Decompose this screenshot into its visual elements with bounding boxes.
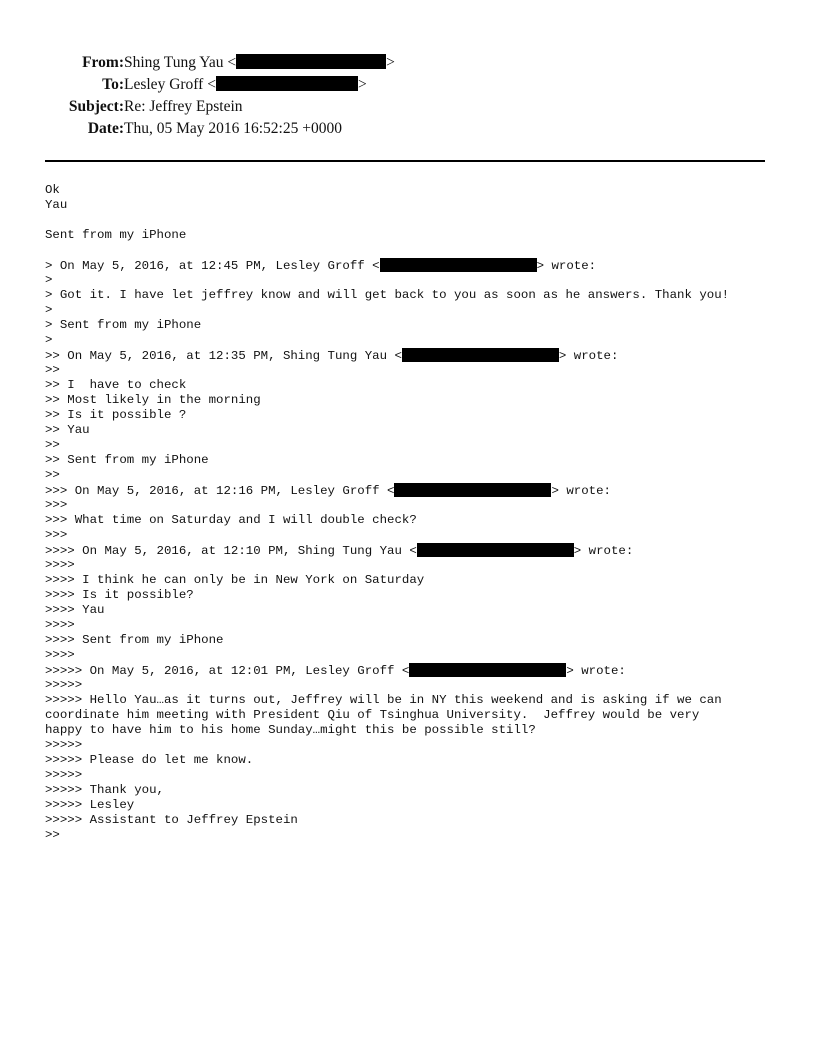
attribution-text: > On May 5, 2016, at 12:45 PM, Lesley Groff < — [45, 259, 380, 273]
quote-attribution — [45, 483, 775, 498]
body-line: >> Sent from my iPhone — [45, 453, 209, 467]
body-line: >> — [45, 468, 60, 482]
date-label: Date: — [87, 120, 124, 137]
redaction-bar — [216, 76, 358, 91]
attribution-text: >>>> On May 5, 2016, at 12:10 PM, Shing Tung Yau < — [45, 544, 417, 558]
body-line: >>>> Sent from my iPhone — [45, 633, 224, 647]
body-line: >> — [45, 438, 60, 452]
attribution-suffix: > wrote: — [573, 544, 634, 558]
body-line: > — [45, 333, 53, 347]
attribution-suffix: > wrote: — [558, 349, 619, 363]
attribution-suffix: > wrote: — [536, 259, 597, 273]
body-line: >> — [45, 363, 60, 377]
body-line: >>>>> Assistant to Jeffrey Epstein — [45, 813, 298, 827]
date-value: Thu, 05 May 2016 16:52:25 +0000 — [124, 120, 342, 137]
body-line: >>>>> — [45, 768, 83, 782]
body-line: >>> — [45, 498, 68, 512]
header-subject-row — [0, 96, 816, 118]
body-line: >>>> — [45, 558, 75, 572]
from-label: From: — [82, 54, 124, 71]
body-line: >> — [45, 828, 60, 842]
attribution-text: >> On May 5, 2016, at 12:35 PM, Shing Tung Yau < — [45, 349, 402, 363]
email-header — [0, 52, 816, 140]
redaction-bar — [380, 258, 537, 272]
body-line: >> I have to check — [45, 378, 187, 392]
redaction-bar — [394, 483, 551, 497]
from-value — [124, 52, 395, 74]
blank-line — [45, 243, 775, 258]
body-line: > — [45, 303, 53, 317]
body-line: happy to have him to his home Sunday…might this be possible still? — [45, 723, 536, 737]
header-date-row — [0, 118, 816, 140]
to-name: Lesley Groff < — [124, 76, 216, 93]
quote-attribution — [45, 258, 775, 273]
quote-attribution — [45, 543, 775, 558]
to-close: > — [357, 76, 367, 93]
body-line: >>>>> Lesley — [45, 798, 135, 812]
body-line: >>> What time on Saturday and I will double check? — [45, 513, 417, 527]
to-label: To: — [102, 76, 124, 93]
header-from-row — [0, 52, 816, 74]
body-line: coordinate him meeting with President Qiu of Tsinghua University. Jeffrey would be very — [45, 708, 700, 722]
subject-value: Re: Jeffrey Epstein — [124, 98, 243, 115]
body-line: >>>>> — [45, 738, 83, 752]
body-line: > — [45, 273, 53, 287]
body-line: >>>>> Please do let me know. — [45, 753, 254, 767]
attribution-text: >>> On May 5, 2016, at 12:16 PM, Lesley Groff < — [45, 484, 395, 498]
body-line: >>>> — [45, 618, 75, 632]
header-to-row — [0, 74, 816, 96]
body-line: >> Is it possible ? — [45, 408, 187, 422]
body-line: Ok — [45, 183, 60, 197]
body-line: >> Most likely in the morning — [45, 393, 261, 407]
attribution-text: >>>>> On May 5, 2016, at 12:01 PM, Lesley Groff < — [45, 664, 410, 678]
body-line: > Got it. I have let jeffrey know and will get back to you as soon as he answers. Thank you! — [45, 288, 730, 302]
email-body — [45, 183, 775, 843]
body-line: >>>> Is it possible? — [45, 588, 194, 602]
quote-attribution — [45, 663, 775, 678]
body-line: >> Yau — [45, 423, 90, 437]
body-line: >>>>> Hello Yau…as it turns out, Jeffrey will be in NY this weekend and is asking if we can — [45, 693, 722, 707]
body-line: >>>> Yau — [45, 603, 105, 617]
body-line: > Sent from my iPhone — [45, 318, 202, 332]
body-line: >>>> I think he can only be in New York on Saturday — [45, 573, 425, 587]
body-line: >>> — [45, 528, 68, 542]
redaction-bar — [236, 54, 386, 69]
blank-line — [45, 213, 775, 228]
from-name: Shing Tung Yau < — [124, 54, 237, 71]
from-close: > — [386, 54, 395, 71]
attribution-suffix: > wrote: — [566, 664, 626, 678]
to-value — [124, 74, 367, 96]
body-line: Sent from my iPhone — [45, 228, 187, 242]
body-line: Yau — [45, 198, 68, 212]
body-line: >>>> — [45, 648, 75, 662]
redaction-bar — [417, 543, 574, 557]
header-divider — [45, 160, 765, 162]
quote-attribution — [45, 348, 775, 363]
attribution-suffix: > wrote: — [551, 484, 611, 498]
body-line: >>>>> — [45, 678, 83, 692]
body-line: >>>>> Thank you, — [45, 783, 164, 797]
subject-label: Subject: — [68, 98, 124, 115]
redaction-bar — [409, 663, 566, 677]
redaction-bar — [402, 348, 559, 362]
